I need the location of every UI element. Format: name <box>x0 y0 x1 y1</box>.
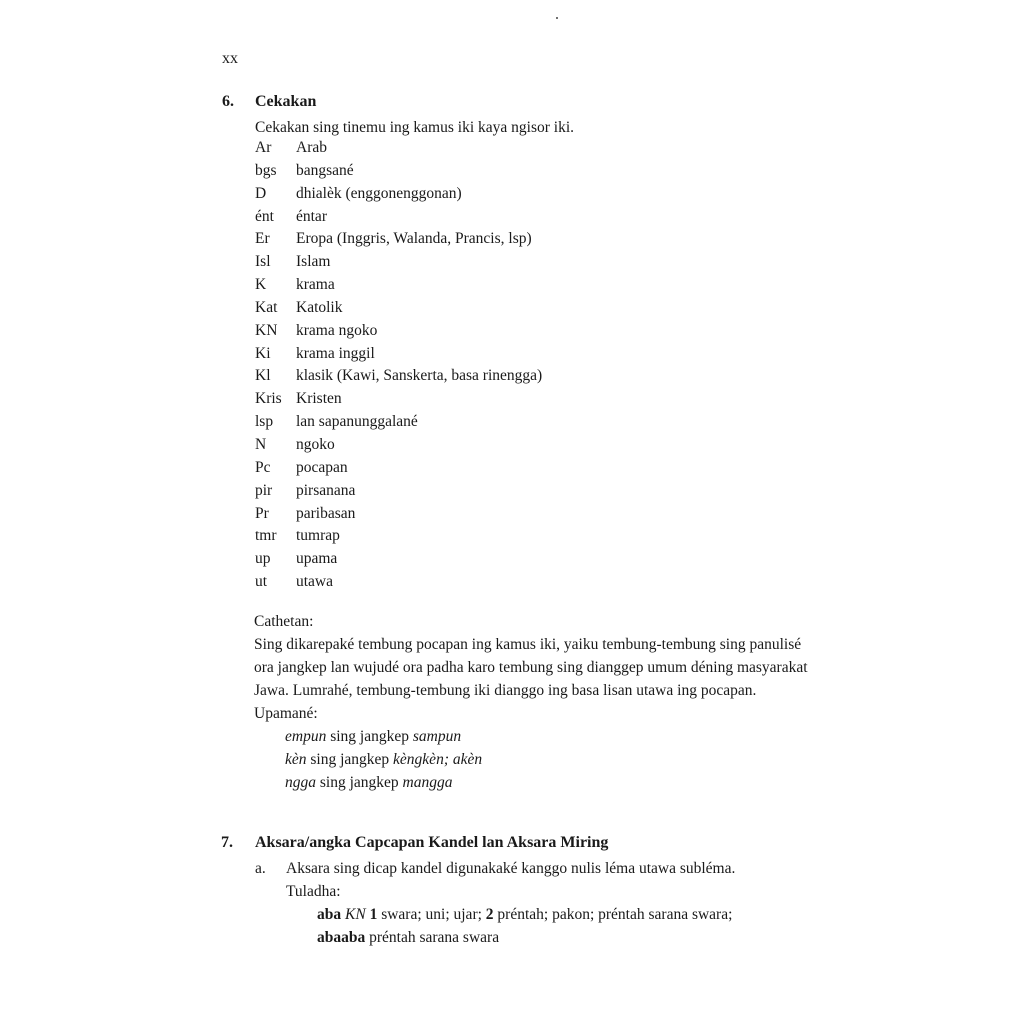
abbreviation-meaning: paribasan <box>296 504 356 522</box>
abbreviation-code: K <box>255 276 267 294</box>
example-item: kèn sing jangkep kèngkèn; akèn <box>285 751 483 768</box>
dictionary-entry: aba KN 1 swara; uni; ujar; 2 préntah; pakon; préntah sarana swara; <box>317 906 733 923</box>
item-a-example-label: Tuladha: <box>286 883 341 900</box>
abbreviation-meaning: dhialèk (enggonenggonan) <box>296 184 462 202</box>
abbreviation-meaning: krama <box>296 276 335 294</box>
abbreviation-code: N <box>255 435 267 453</box>
note-text: Sing dikarepaké tembung pocapan ing kamus iki, yaiku tembung-tembung sing panulisé ora jangkep lan wujudé ora padha karo tembung sing dianggep umum déning masyarakat Jawa. Lumrahé, tembung-tembung iki dianggo ing basa lisan utawa ing pocapan. <box>254 636 808 699</box>
section-6-title: Cekakan <box>255 93 317 110</box>
abbreviation-code: bgs <box>255 161 277 179</box>
abbreviation-row <box>255 573 542 596</box>
abbreviation-meaning: lan sapanunggalané <box>296 413 418 431</box>
abbreviation-meaning: Eropa (Inggris, Walanda, Prancis, lsp) <box>296 230 532 248</box>
abbreviation-row <box>255 139 542 162</box>
abbreviation-meaning: tumrap <box>296 527 340 545</box>
example-label: Upamané: <box>254 705 318 722</box>
abbreviation-code: D <box>255 184 267 202</box>
example-list <box>285 725 814 794</box>
abbreviation-row <box>255 208 542 231</box>
item-a-text: Aksara sing dicap kandel digunakaké kanggo nulis léma utawa subléma. <box>286 860 736 877</box>
abbreviation-meaning: Katolik <box>296 298 343 316</box>
abbreviation-code: ént <box>255 207 274 225</box>
dictionary-entry: abaaba préntah sarana swara <box>317 929 500 946</box>
abbreviation-meaning: pirsanana <box>296 481 356 499</box>
abbreviation-meaning: Arab <box>296 139 327 156</box>
abbreviation-code: lsp <box>255 413 274 431</box>
section-7-title: Aksara/angka Capcapan Kandel lan Aksara Miring <box>255 834 609 851</box>
abbreviation-code: Kris <box>255 390 282 408</box>
abbreviation-code: Kat <box>255 298 278 316</box>
abbreviation-meaning: pocapan <box>296 458 348 476</box>
abbreviation-meaning: Islam <box>296 253 331 271</box>
abbreviation-code: Isl <box>255 253 271 271</box>
abbreviation-meaning: krama inggil <box>296 344 375 362</box>
abbreviation-code: ut <box>255 573 268 591</box>
abbreviation-row <box>255 230 542 253</box>
abbreviation-row <box>255 162 542 185</box>
abbreviation-code: up <box>255 550 271 568</box>
abbreviation-row <box>255 345 542 368</box>
abbreviation-code: tmr <box>255 527 277 545</box>
abbreviation-meaning: Kristen <box>296 390 342 408</box>
abbreviation-meaning: klasik (Kawi, Sanskerta, basa rinengga) <box>296 367 543 385</box>
example-item: ngga sing jangkep mangga <box>285 774 453 791</box>
scan-speck <box>556 17 558 19</box>
abbreviation-row <box>255 550 542 573</box>
abbreviation-meaning: bangsané <box>296 161 354 179</box>
example-item: empun sing jangkep sampun <box>285 728 462 745</box>
abbreviation-row <box>255 367 542 390</box>
abbreviation-row <box>255 436 542 459</box>
section-7-item-a <box>255 857 815 949</box>
abbreviation-code: KN <box>255 321 278 339</box>
section-7-number: 7. <box>221 834 233 851</box>
abbreviation-meaning: ngoko <box>296 435 335 453</box>
section-6-number: 6. <box>222 93 234 110</box>
abbreviation-code: Pc <box>255 458 271 476</box>
abbreviation-row <box>255 459 542 482</box>
abbreviation-row <box>255 299 542 322</box>
abbreviation-code: pir <box>255 481 273 499</box>
item-letter: a. <box>255 860 266 877</box>
section-6-intro: Cekakan sing tinemu ing kamus iki kaya ngisor iki. <box>255 119 574 136</box>
abbreviation-row <box>255 390 542 413</box>
abbreviation-code: Er <box>255 230 270 248</box>
abbreviation-code: Kl <box>255 367 271 385</box>
abbreviation-row <box>255 482 542 505</box>
note-label: Cathetan: <box>254 613 314 630</box>
abbreviation-code: Ki <box>255 344 271 362</box>
abbreviation-row <box>255 276 542 299</box>
abbreviation-code: Ar <box>255 139 272 156</box>
abbreviation-row <box>255 322 542 345</box>
abbreviation-table <box>255 139 542 596</box>
note-block <box>254 610 814 794</box>
page-number: xx <box>222 50 238 67</box>
abbreviation-row <box>255 413 542 436</box>
abbreviation-meaning: éntar <box>296 207 327 225</box>
abbreviation-meaning: krama ngoko <box>296 321 378 339</box>
abbreviation-row <box>255 527 542 550</box>
abbreviation-row <box>255 505 542 528</box>
abbreviation-meaning: utawa <box>296 573 334 591</box>
abbreviation-meaning: upama <box>296 550 338 568</box>
abbreviation-row <box>255 185 542 208</box>
abbreviation-code: Pr <box>255 504 269 522</box>
abbreviation-row <box>255 253 542 276</box>
